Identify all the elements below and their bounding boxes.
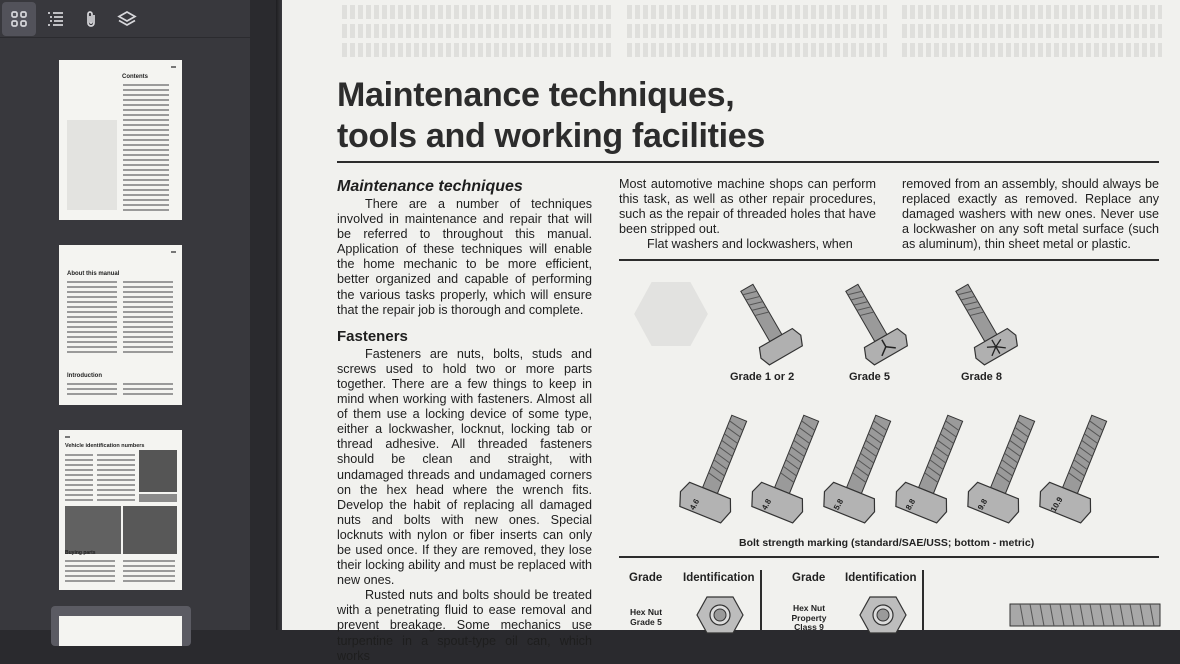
sidebar: [0, 0, 250, 630]
thumbnails-view-icon: [9, 9, 29, 29]
page-thumbnail-3[interactable]: [59, 430, 182, 590]
grade-label-8: Grade 8: [961, 371, 1002, 383]
thumbnail-subtitle: Buying parts: [65, 550, 96, 556]
metric-bolt-marking: 4.8: [759, 497, 774, 512]
layers-view-button[interactable]: [110, 2, 144, 36]
attachments-view-button[interactable]: [74, 2, 108, 36]
hex-nut-grade-5-icon: [695, 593, 745, 633]
thumbnails-view-button[interactable]: [2, 2, 36, 36]
document-viewer[interactable]: [276, 0, 1180, 663]
grade-5-bolt-icon: [842, 272, 942, 367]
thumbnail-subtitle: Introduction: [67, 373, 102, 379]
sidebar-toolbar: [0, 0, 250, 38]
outline-icon: [45, 9, 65, 29]
section-heading: Maintenance techniques: [337, 178, 523, 195]
thumbnail-title: Vehicle identification numbers: [65, 443, 145, 449]
outline-view-button[interactable]: [38, 2, 72, 36]
paragraph: Rusted nuts and bolts should be treated with a penetrating fluid to ease removal and prevent breakage. Some mechanics use turpentine in a spout-type oil can, which works: [337, 588, 592, 663]
page-title: Maintenance techniques, tools and working facilities: [337, 76, 766, 155]
page-thumbnail-4-selected[interactable]: [51, 606, 191, 646]
hex-nut-grade-5-label: Hex Nut Grade 5: [629, 607, 663, 627]
table-header-grade: Grade: [629, 572, 663, 584]
column-2: [619, 177, 876, 252]
metric-bolt-marking: 5.8: [831, 497, 846, 512]
metric-bolt-marking: 8.8: [903, 497, 918, 512]
thumbnail-list: [0, 40, 250, 630]
column-1: [337, 177, 592, 664]
attachments-icon: [81, 9, 101, 29]
thumbnail-title: Contents: [122, 74, 148, 80]
metric-bolt-icon: [1017, 408, 1117, 528]
table-header-identification-2: Identification: [845, 572, 917, 584]
hex-nut-class-9-icon: [858, 593, 908, 633]
page-thumbnail-2[interactable]: [59, 245, 182, 405]
grade-8-bolt-icon: [952, 272, 1052, 367]
paragraph: Most automotive machine shops can perform this task, as well as other repair procedures, such as the repair of threaded holes that have been stripped out.: [619, 177, 876, 237]
grade-1-2-bolt-icon: [737, 272, 837, 367]
paragraph: Fasteners are nuts, bolts, studs and screws used to hold two or more parts together. There are a few things to keep in mind when working with fasteners. Almost all of them use a locking device of some type, either a lockwasher, locknut, locking tab or thread adhesive. All threaded fasteners should be clean and straight, with undamaged threads and undamaged corners on the hex head where the wrench fits. Develop the habit of replacing all damaged nuts and bolts with new ones. Special locknuts with nylon or fiber inserts can only be used once. If they are removed, they lose their locking ability and must be replaced with new ones.: [337, 346, 592, 588]
page-thumbnail-1[interactable]: [59, 60, 182, 220]
paragraph: removed from an assembly, should always be replaced exactly as removed. Replace any damaged washers with new ones. Never use a lockwasher on any soft metal surface (such as aluminum), thin sheet metal or plastic.: [902, 177, 1159, 252]
stud-bolt-icon: [1010, 600, 1160, 630]
table-header-identification: Identification: [683, 572, 755, 584]
metric-bolt-marking: 10.9: [1048, 495, 1065, 514]
hex-nut-class-9-label: Hex Nut Property Class 9: [791, 603, 827, 632]
grade-label-1-2: Grade 1 or 2: [730, 371, 795, 383]
sidebar-resizer[interactable]: [250, 0, 276, 630]
paragraph: Flat washers and lockwashers, when: [647, 237, 853, 252]
thumbnail-title: About this manual: [67, 271, 120, 277]
figure-caption: Bolt strength marking (standard/SAE/USS; bottom - metric): [739, 537, 1035, 549]
column-3: [902, 177, 1159, 252]
layers-icon: [117, 9, 137, 29]
paragraph: There are a number of techniques involved in maintenance and repair that will be referred to throughout this manual. Application of these techniques will enable the home mechanic to be more efficient, better organized and capable of performing the various tasks properly, which will ensure that the repair job is thorough and complete.: [337, 197, 592, 317]
metric-bolt-marking: 9.8: [975, 497, 990, 512]
bleed-through-hex-icon: [632, 280, 710, 348]
table-header-grade-2: Grade: [792, 572, 826, 584]
subsection-heading: Fasteners: [337, 327, 408, 345]
metric-bolt-marking: 4.6: [687, 497, 702, 512]
grade-label-5: Grade 5: [849, 371, 890, 383]
pdf-page: [282, 0, 1180, 663]
